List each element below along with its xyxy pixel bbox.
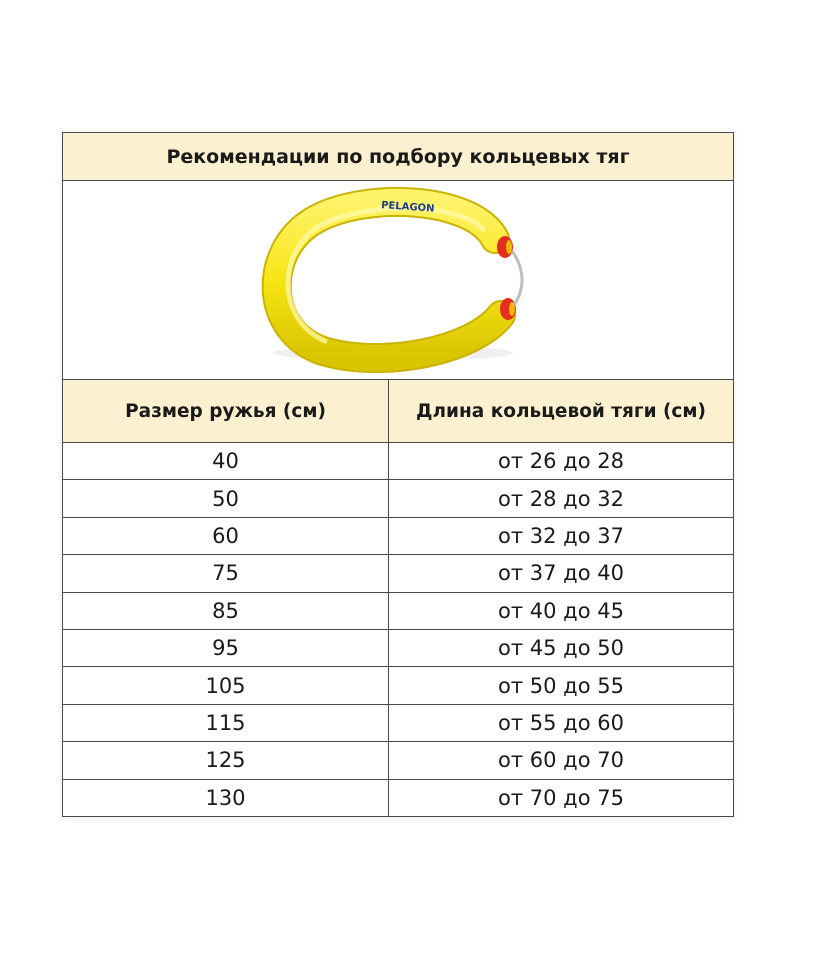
gun-size-cell: 60	[63, 518, 389, 554]
table-row	[63, 555, 733, 592]
table-row	[63, 443, 733, 480]
band-length-cell: от 70 до 75	[498, 785, 624, 810]
product-image	[63, 181, 733, 380]
column-header-band-length: Длина кольцевой тяги (см)	[416, 400, 706, 422]
sizing-table	[62, 132, 734, 817]
gun-size-cell: 40	[63, 443, 389, 479]
tube-highlight	[288, 208, 483, 341]
table-body	[63, 443, 733, 816]
table-row	[63, 630, 733, 667]
band-length-cell: от 60 до 70	[498, 748, 624, 773]
table-row	[63, 518, 733, 555]
ring-band-illustration	[63, 181, 732, 379]
table-row	[63, 480, 733, 517]
band-length-cell: от 32 до 37	[498, 523, 624, 548]
gun-size-cell: 130	[63, 780, 389, 816]
table-row	[63, 742, 733, 779]
band-length-cell: от 28 до 32	[498, 486, 624, 511]
gun-size-cell: 75	[63, 555, 389, 591]
band-length-cell: от 55 до 60	[498, 710, 624, 735]
table-title: Рекомендации по подбору кольцевых тяг	[63, 133, 733, 181]
column-header-gun-size: Размер ружья (см)	[63, 380, 389, 442]
table-row	[63, 705, 733, 742]
band-length-cell: от 45 до 50	[498, 636, 624, 661]
table-row	[63, 667, 733, 704]
gun-size-cell: 95	[63, 630, 389, 666]
gun-size-cell: 85	[63, 593, 389, 629]
table-header	[63, 380, 733, 443]
gun-size-cell: 105	[63, 667, 389, 703]
band-length-cell: от 26 до 28	[498, 449, 624, 474]
band-length-cell: от 37 до 40	[498, 561, 624, 586]
gun-size-cell: 125	[63, 742, 389, 778]
table-row	[63, 780, 733, 816]
wishbone-cord	[512, 251, 522, 305]
table-row	[63, 593, 733, 630]
band-length-cell: от 40 до 45	[498, 598, 624, 623]
brand-logo: PELAGON	[380, 200, 435, 215]
gun-size-cell: 50	[63, 480, 389, 516]
gun-size-cell: 115	[63, 705, 389, 741]
band-length-cell: от 50 до 55	[498, 673, 624, 698]
